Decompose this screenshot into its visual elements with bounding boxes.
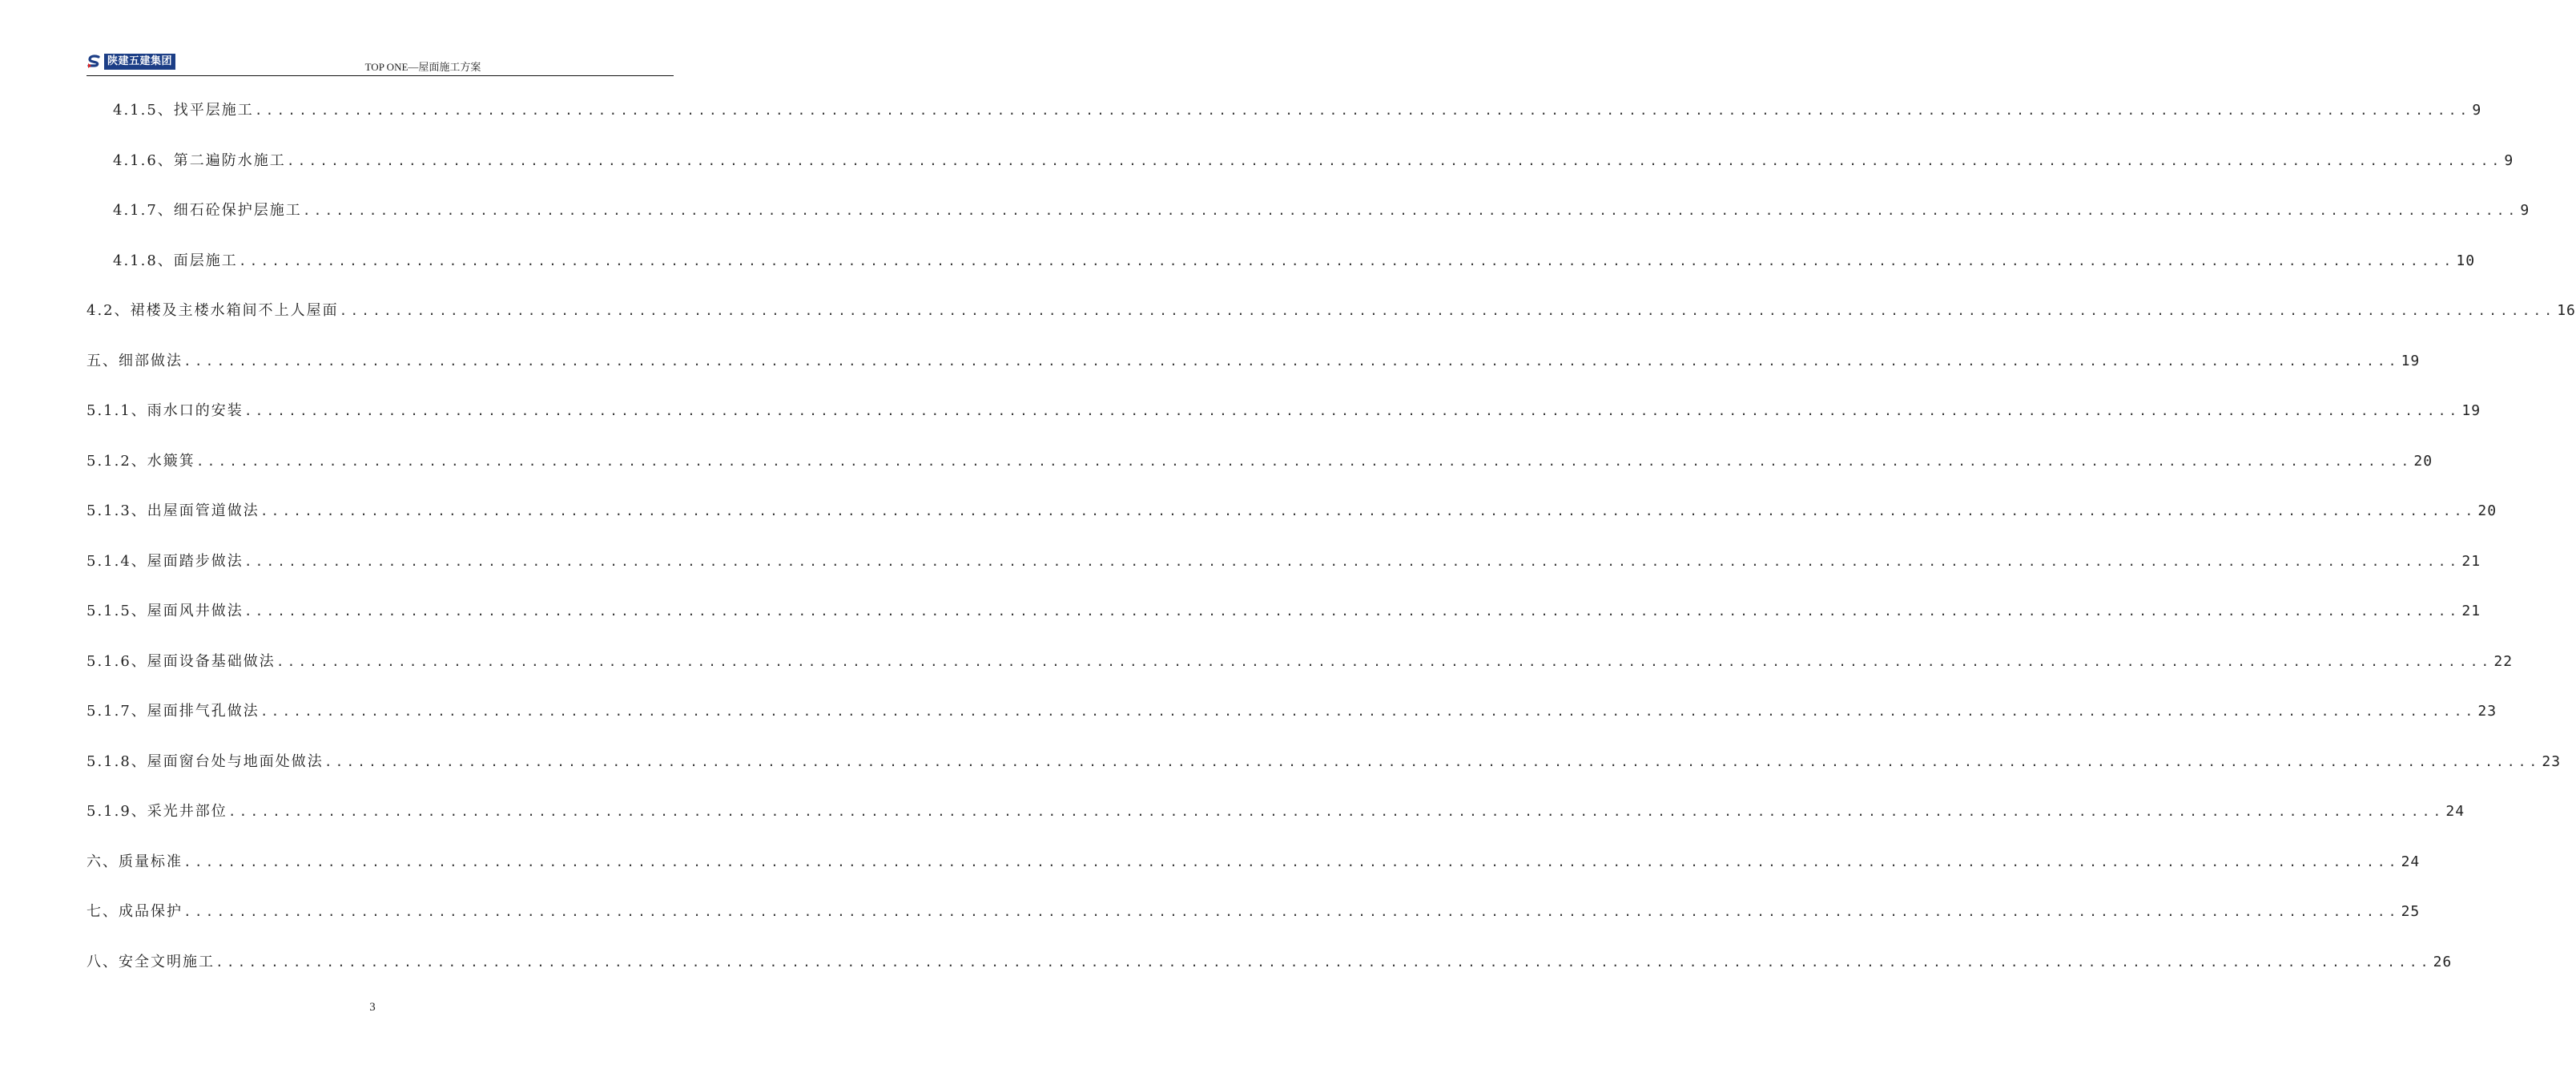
toc-entry[interactable] [87, 301, 2576, 321]
toc-dot-leader: ........................................................................................................................................................................................................ [183, 854, 2400, 869]
toc-entry[interactable] [87, 902, 2421, 922]
toc-entry-title: 5.1.4、屋面踏步做法 [87, 553, 244, 570]
toc-entry[interactable] [113, 151, 2514, 171]
toc-entry-title: 5.1.5、屋面风井做法 [87, 603, 244, 619]
toc-entry-title: 5.1.9、采光井部位 [87, 803, 227, 820]
toc-dot-leader: ........................................................................................................................................................................................................ [324, 754, 2541, 769]
toc-entry[interactable] [87, 752, 2562, 772]
toc-entry[interactable] [87, 501, 2498, 522]
toc-entry-title: 5.1.6、屋面设备基础做法 [87, 653, 276, 670]
toc-entry-page: 22 [2493, 653, 2514, 670]
toc-entry-title: 4.1.8、面层施工 [113, 252, 238, 269]
toc-entry[interactable] [87, 651, 2514, 672]
toc-dot-leader: ........................................................................................................................................................................................................ [244, 554, 2461, 569]
toc-entry[interactable] [113, 251, 2476, 272]
document-header-title: TOP ONE—屋面施工方案 [364, 61, 481, 73]
toc-entry-page: 21 [2461, 603, 2481, 619]
toc-entry-page: 9 [2472, 102, 2482, 119]
toc-entry[interactable] [87, 451, 2433, 472]
toc-entry[interactable] [87, 952, 2453, 973]
toc-dot-leader: ........................................................................................................................................................................................................ [276, 654, 2493, 669]
toc-entry-title: 五、细部做法 [87, 353, 183, 369]
toc-entry-page: 16 [2557, 302, 2576, 319]
toc-entry-page: 25 [2401, 903, 2421, 920]
toc-entry-title: 5.1.3、出屋面管道做法 [87, 502, 260, 519]
toc-dot-leader: ........................................................................................................................................................................................................ [254, 103, 2471, 118]
toc-entry-page: 9 [2520, 202, 2530, 219]
toc-entry-title: 5.1.7、屋面排气孔做法 [87, 703, 260, 720]
toc-entry[interactable] [113, 100, 2482, 121]
toc-entry-title: 5.1.2、水簸箕 [87, 453, 195, 470]
toc-entry-title: 六、质量标准 [87, 853, 183, 870]
toc-entry-page: 20 [2413, 453, 2433, 470]
toc-entry[interactable] [87, 601, 2481, 622]
toc-entry-title: 5.1.8、屋面窗台处与地面处做法 [87, 753, 324, 770]
toc-entry-title: 4.1.6、第二遍防水施工 [113, 152, 286, 169]
toc-dot-leader: ........................................................................................................................................................................................................ [244, 603, 2461, 619]
toc-dot-leader: ........................................................................................................................................................................................................ [286, 153, 2503, 168]
toc-dot-leader: ........................................................................................................................................................................................................ [195, 454, 2413, 469]
company-logo-text: 陕建五建集团 [104, 54, 175, 70]
toc-dot-leader: ........................................................................................................................................................................................................ [238, 253, 2455, 268]
toc-entry-page: 24 [2401, 853, 2421, 870]
toc-entry-page: 9 [2504, 152, 2514, 169]
toc-dot-leader: ........................................................................................................................................................................................................ [183, 353, 2400, 369]
toc-entry-page: 23 [2477, 703, 2498, 720]
toc-dot-leader: ........................................................................................................................................................................................................ [227, 804, 2445, 819]
toc-entry-title: 4.1.7、细石砼保护层施工 [113, 202, 302, 219]
toc-entry[interactable] [87, 701, 2498, 722]
toc-entry-title: 4.2、裙楼及主楼水箱间不上人屋面 [87, 302, 339, 319]
toc-dot-leader: ........................................................................................................................................................................................................ [260, 704, 2477, 719]
page-number: 3 [369, 1001, 376, 1014]
toc-entry-title: 4.1.5、找平层施工 [113, 102, 254, 119]
toc-dot-leader: ........................................................................................................................................................................................................ [339, 303, 2556, 318]
toc-entry-title: 八、安全文明施工 [87, 954, 215, 970]
toc-entry[interactable] [113, 200, 2530, 221]
toc-dot-leader: ........................................................................................................................................................................................................ [215, 954, 2432, 970]
toc-entry[interactable] [87, 852, 2421, 873]
toc-entry[interactable] [87, 401, 2481, 422]
toc-entry-page: 20 [2477, 502, 2498, 519]
toc-dot-leader: ........................................................................................................................................................................................................ [260, 503, 2477, 518]
toc-dot-leader: ........................................................................................................................................................................................................ [183, 904, 2400, 919]
toc-entry-page: 19 [2461, 402, 2481, 419]
toc-entry[interactable] [87, 351, 2421, 372]
toc-entry-page: 21 [2461, 553, 2481, 570]
toc-dot-leader: ........................................................................................................................................................................................................ [302, 203, 2519, 218]
toc-entry[interactable] [87, 801, 2465, 822]
toc-entry[interactable] [87, 551, 2481, 572]
toc-dot-leader: ........................................................................................................................................................................................................ [244, 403, 2461, 418]
toc-entry-page: 24 [2445, 803, 2465, 820]
toc-entry-title: 5.1.1、雨水口的安装 [87, 402, 244, 419]
toc-entry-page: 23 [2542, 753, 2562, 770]
toc-entry-page: 10 [2456, 252, 2476, 269]
toc-entry-title: 七、成品保护 [87, 903, 183, 920]
toc-entry-page: 19 [2401, 353, 2421, 369]
toc-entry-page: 26 [2433, 954, 2453, 970]
